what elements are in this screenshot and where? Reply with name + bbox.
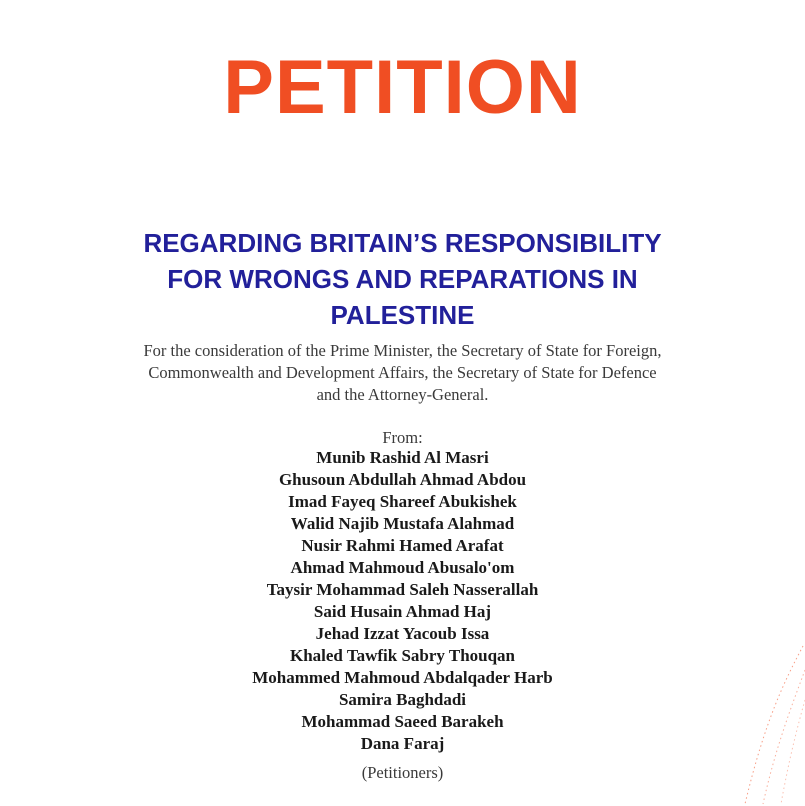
petitioner-name: Mohammed Mahmoud Abdalqader Harb: [252, 668, 553, 687]
from-label: From:: [382, 428, 423, 447]
decorative-curve: [745, 646, 803, 804]
consideration-paragraph: [40, 340, 765, 406]
petitioner-name: Mohammad Saeed Barakeh: [301, 712, 504, 731]
decorative-curve: [781, 700, 805, 804]
heading-line: REGARDING BRITAIN’S RESPONSIBILITY: [143, 228, 662, 258]
heading-line: PALESTINE: [330, 300, 475, 330]
petitioner-name: Said Husain Ahmad Haj: [313, 602, 492, 621]
decorative-curve: [763, 670, 805, 804]
petitioner-name: Ghusoun Abdullah Ahmad Abdou: [278, 470, 527, 489]
consideration-line: Commonwealth and Development Affairs, the Secretary of State for Defence: [148, 363, 657, 382]
petitioner-name: Khaled Tawfik Sabry Thouqan: [289, 646, 516, 665]
heading-line: FOR WRONGS AND REPARATIONS IN: [167, 264, 638, 294]
petitioner-names-list: [0, 447, 805, 755]
petitioner-name: Jehad Izzat Yacoub Issa: [315, 624, 490, 643]
petition-title: PETITION: [223, 45, 582, 130]
decorative-dotted-curves: [715, 640, 805, 806]
consideration-line: For the consideration of the Prime Minister, the Secretary of State for Foreign,: [143, 341, 662, 360]
petitioner-name: Nusir Rahmi Hamed Arafat: [301, 536, 504, 555]
petitioners-label: (Petitioners): [361, 763, 444, 782]
petitioner-name: Walid Najib Mustafa Alahmad: [290, 514, 515, 533]
petitioner-name: Munib Rashid Al Masri: [316, 448, 489, 467]
petitioner-name: Samira Baghdadi: [338, 690, 467, 709]
petitioner-name: Taysir Mohammad Saleh Nasserallah: [266, 580, 539, 599]
petitioner-name: Imad Fayeq Shareef Abukishek: [288, 492, 517, 511]
petitioner-name: Ahmad Mahmoud Abusalo'om: [290, 558, 515, 577]
petition-heading: [60, 225, 745, 333]
petitioner-name: Dana Faraj: [360, 734, 445, 753]
consideration-line: and the Attorney-General.: [316, 385, 489, 404]
